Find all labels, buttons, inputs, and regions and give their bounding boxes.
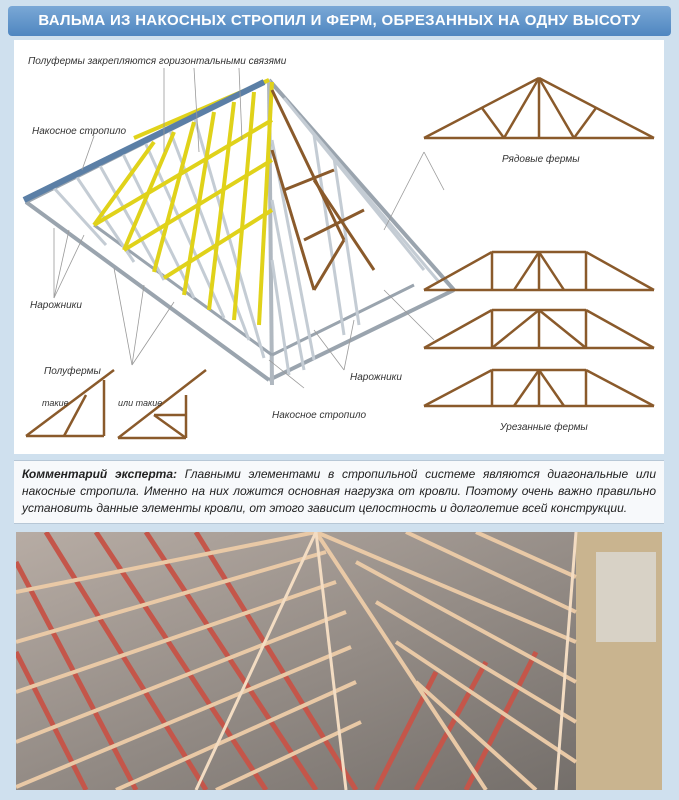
diagram-drawing <box>14 40 664 454</box>
label-half-trusses-ties: Полуфермы закрепляются горизонтальными связями <box>28 56 287 67</box>
half-truss-variant-1 <box>26 370 114 436</box>
expert-comment-prefix: Комментарий эксперта: <box>22 467 178 481</box>
label-variant-2: или такие <box>118 398 163 408</box>
roof-photo <box>16 532 662 790</box>
label-variant-1: такие <box>42 398 69 408</box>
expert-comment-text <box>22 466 656 517</box>
roof-photo-drawing <box>16 532 662 790</box>
cut-truss-1 <box>424 252 654 290</box>
label-jack-rafters-right: Нарожники <box>350 372 402 383</box>
label-half-trusses: Полуфермы <box>44 366 101 377</box>
label-diagonal-rafter-bottom: Накосное стропило <box>272 410 367 421</box>
hip-roof-diagram <box>14 40 664 454</box>
label-diagonal-rafter-top: Накосное стропило <box>32 126 127 137</box>
label-jack-rafters-left: Нарожники <box>30 300 82 311</box>
row-truss <box>424 78 654 138</box>
page-title: ВАЛЬМА ИЗ НАКОСНЫХ СТРОПИЛ И ФЕРМ, ОБРЕЗАННЫХ НА ОДНУ ВЫСОТУ <box>8 6 671 36</box>
label-cut-trusses: Урезанные фермы <box>500 422 588 433</box>
label-row-trusses: Рядовые фермы <box>502 154 580 165</box>
expert-comment <box>14 460 664 524</box>
expert-comment-body: Главными элементами в стропильной системе являются диагональные или накосные стропила. Именно на них ложится основная нагрузка от кровли. Поэтому очень важно правильно установить данные элементы кровли, от этого зависит целостность и долголетие всей конструкции. <box>22 467 656 515</box>
cut-truss-3 <box>424 370 654 406</box>
cut-truss-2 <box>424 310 654 348</box>
